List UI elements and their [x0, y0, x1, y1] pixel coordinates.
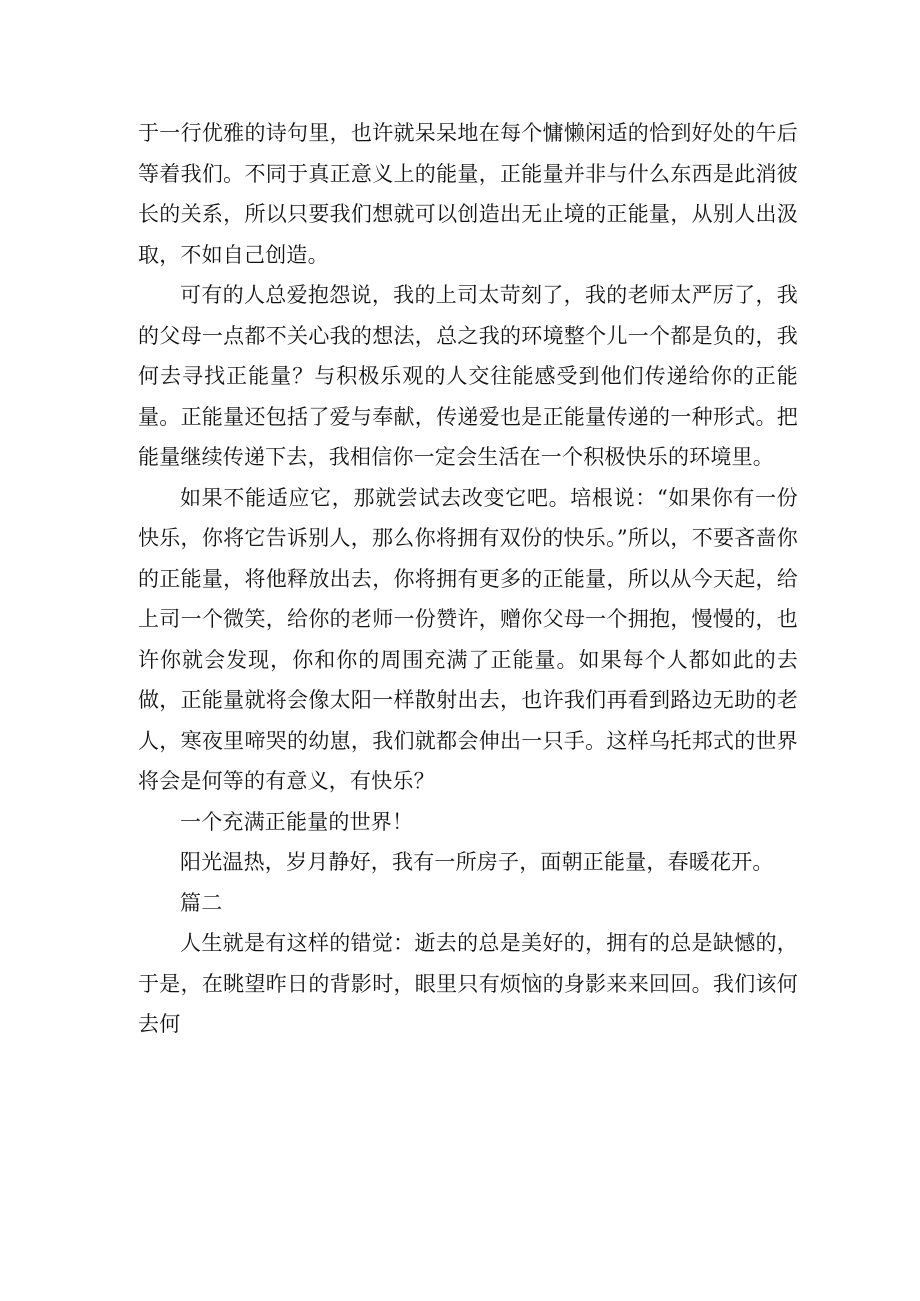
section-heading-pian-er: 篇二: [180, 890, 223, 915]
paragraph-3: 如果不能适应它，那就尝试去改变它吧。培根说：“如果你有一份快乐，你将它告诉别人，那么你将拥有双份的快乐。”所以，不要吝啬你的正能量，将他释放出去，你将拥有更多的正能量，所以从今天起，给上司一个微笑，给你的老师一份赞许，赠你父母一个拥抱，慢慢的，也许你就会发现，你和你的周围充满了正能量。如果每个人都如此的去做，正能量就将会像太阳一样散射出去，也许我们再看到路边无助的老人，寒夜里啼哭的幼崽，我们就都会伸出一只手。这样乌托邦式的世界将会是何等的有意义，有快乐？: [138, 485, 798, 793]
paragraph-5: 阳光温热，岁月静好，我有一所房子，面朝正能量，春暖花开。: [180, 850, 774, 874]
paragraph-4: 一个充满正能量的世界！: [180, 809, 414, 834]
paragraph-1: 于一行优雅的诗句里，也许就呆呆地在每个慵懒闲适的恰到好处的午后等着我们。不同于真正意义上的能量，正能量并非与什么东西是此消彼长的关系，所以只要我们想就可以创造出无止境的正能量，从别人出汲取，不如自己创造。: [138, 121, 798, 267]
document-body: [138, 113, 798, 1045]
paragraph-2: 可有的人总爱抱怨说，我的上司太苛刻了，我的老师太严厉了，我的父母一点都不关心我的想法，总之我的环境整个儿一个都是负的，我何去寻找正能量？与积极乐观的人交往能感受到他们传递给你的正能量。正能量还包括了爱与奉献，传递爱也是正能量传递的一种形式。把能量继续传递下去，我相信你一定会生活在一个积极快乐的环境里。: [138, 283, 798, 469]
paragraph-6: 人生就是有这样的错觉：逝去的总是美好的，拥有的总是缺憾的，于是，在眺望昨日的背影时，眼里只有烦恼的身影来来回回。我们该何去何: [138, 931, 798, 1036]
